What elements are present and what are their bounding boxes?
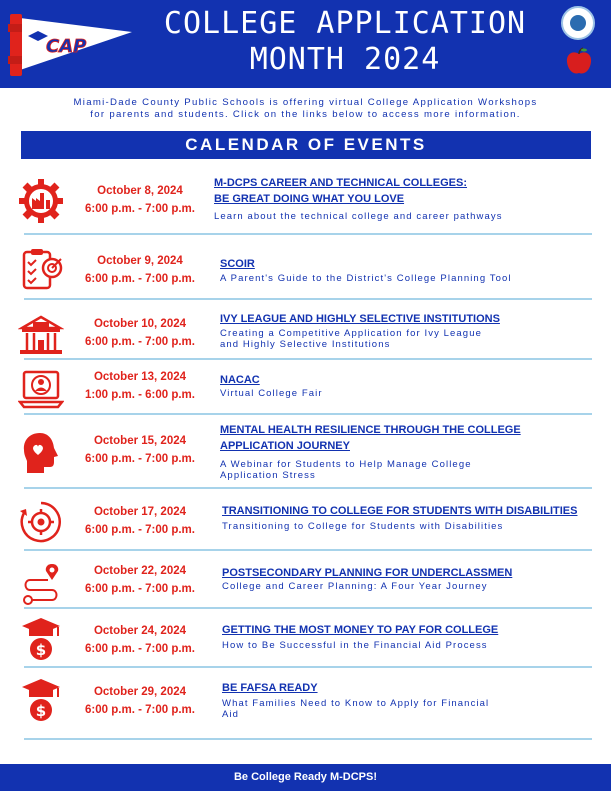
event-date-block <box>70 315 210 351</box>
event-title-link[interactable]: GETTING THE MOST MONEY TO PAY FOR COLLEGE <box>222 624 499 636</box>
event-title-link[interactable]: SCOIR <box>220 258 255 270</box>
event-row <box>14 244 594 296</box>
event-row <box>14 614 594 668</box>
event-date: October 8, 2024 <box>97 185 183 197</box>
event-date-block <box>70 432 210 468</box>
event-description: How to Be Successful in the Financial Aid Process <box>222 640 488 651</box>
event-title-link[interactable]: TRANSITIONING TO COLLEGE FOR STUDENTS WITH DISABILITIES <box>222 505 578 517</box>
event-row <box>14 308 594 358</box>
event-desc-line-2: and Highly Selective Institutions <box>220 339 391 350</box>
event-date-block <box>70 252 210 288</box>
header-banner <box>0 0 611 88</box>
calendar-heading: CALENDAR OF EVENTS <box>21 131 591 159</box>
event-date: October 15, 2024 <box>93 435 187 447</box>
title-line-2: MONTH 2024 <box>249 42 441 77</box>
event-date-block <box>70 622 210 658</box>
event-desc-line-1: Creating a Competitive Application for Ivy League <box>220 328 482 339</box>
event-date: October 9, 2024 <box>97 255 183 267</box>
event-time: 6:00 p.m. - 7:00 p.m. <box>85 336 195 348</box>
event-description <box>220 328 482 350</box>
event-desc-line-2: Aid <box>222 709 240 720</box>
page-title <box>140 6 550 78</box>
divider <box>24 607 592 609</box>
event-date: October 13, 2024 <box>93 371 187 383</box>
graduation-money-icon <box>18 616 64 662</box>
event-title-line-1[interactable]: MENTAL HEALTH RESILIENCE THROUGH THE COLLEGE <box>220 424 521 436</box>
title-line-1: COLLEGE APPLICATION <box>163 6 527 41</box>
event-row <box>14 366 594 412</box>
event-date-block <box>70 562 210 598</box>
intro-line-2: for parents and students. Click on the links below to access more information. <box>90 109 521 120</box>
event-desc-line-2: Application Stress <box>220 470 316 481</box>
event-description: A Parent's Guide to the District's College Planning Tool <box>220 273 512 284</box>
event-date-block <box>70 683 210 719</box>
event-row <box>14 675 594 735</box>
divider <box>24 358 592 360</box>
event-description <box>222 698 489 720</box>
event-description: College and Career Planning: A Four Year Journey <box>222 581 488 592</box>
college-building-icon <box>18 312 64 358</box>
event-title-line-1[interactable]: M-DCPS CAREER AND TECHNICAL COLLEGES: <box>214 177 468 189</box>
event-time: 6:00 p.m. - 7:00 p.m. <box>85 704 195 716</box>
event-title-link[interactable]: BE FAFSA READY <box>222 682 318 694</box>
divider <box>24 738 592 740</box>
event-time: 6:00 p.m. - 7:00 p.m. <box>85 453 195 465</box>
checklist-target-icon <box>18 246 64 292</box>
event-description: Virtual College Fair <box>220 388 323 399</box>
event-desc-line-1: Learn about the technical college and career pathways <box>214 211 503 222</box>
event-time: 6:00 p.m. - 7:00 p.m. <box>85 203 195 215</box>
event-desc-line-1: What Families Need to Know to Apply for Financial <box>222 698 490 709</box>
event-date: October 22, 2024 <box>93 565 187 577</box>
event-date-block <box>70 182 210 218</box>
event-desc-line-1: A Webinar for Students to Help Manage College <box>220 459 472 470</box>
intro-line-1: Miami-Dade County Public Schools is offering virtual College Application Workshops <box>73 97 538 108</box>
school-board-seal-icon <box>561 6 595 40</box>
laptop-user-icon <box>18 366 64 412</box>
event-title-link[interactable] <box>214 175 467 207</box>
svg-text:$: $ <box>35 641 47 659</box>
event-description <box>214 211 503 222</box>
event-title-link[interactable]: POSTSECONDARY PLANNING FOR UNDERCLASSMEN <box>222 567 513 579</box>
event-row <box>14 420 594 484</box>
route-pin-icon <box>18 560 64 606</box>
event-time: 6:00 p.m. - 7:00 p.m. <box>85 643 195 655</box>
event-time: 6:00 p.m. - 7:00 p.m. <box>85 273 195 285</box>
event-date: October 29, 2024 <box>93 686 187 698</box>
divider <box>24 413 592 415</box>
gear-cycle-icon <box>18 499 64 545</box>
divider <box>24 666 592 668</box>
divider <box>24 298 592 300</box>
event-title-line-2[interactable]: APPLICATION JOURNEY <box>220 440 350 452</box>
apple-logo-icon <box>563 46 595 78</box>
event-date-block <box>70 368 210 404</box>
svg-text:CAP: CAP <box>46 36 87 57</box>
footer-banner: Be College Ready M-DCPS! <box>0 764 611 791</box>
event-date-block <box>70 503 210 539</box>
event-date: October 17, 2024 <box>93 506 187 518</box>
event-title-link[interactable]: IVY LEAGUE AND HIGHLY SELECTIVE INSTITUTIONS <box>220 313 500 325</box>
event-title-line-2[interactable]: BE GREAT DOING WHAT YOU LOVE <box>214 193 405 205</box>
event-time: 6:00 p.m. - 7:00 p.m. <box>85 524 195 536</box>
head-heart-icon <box>18 430 64 476</box>
intro-text <box>20 97 591 121</box>
cap-pennant-logo <box>6 12 134 78</box>
event-time: 6:00 p.m. - 7:00 p.m. <box>85 583 195 595</box>
event-description: Transitioning to College for Students with Disabilities <box>222 521 504 532</box>
event-row <box>14 497 594 543</box>
event-time: 1:00 p.m. - 6:00 p.m. <box>85 389 195 401</box>
event-row <box>14 170 594 232</box>
divider <box>24 233 592 235</box>
event-title-link[interactable] <box>220 422 521 454</box>
event-date: October 24, 2024 <box>93 625 187 637</box>
event-date: October 10, 2024 <box>93 318 187 330</box>
event-title-link[interactable]: NACAC <box>220 374 260 386</box>
divider <box>24 549 592 551</box>
graduation-money-icon <box>18 677 64 723</box>
factory-gear-icon <box>18 178 64 224</box>
svg-text:$: $ <box>35 702 47 720</box>
event-row <box>14 558 594 608</box>
event-description <box>220 459 472 481</box>
divider <box>24 487 592 489</box>
